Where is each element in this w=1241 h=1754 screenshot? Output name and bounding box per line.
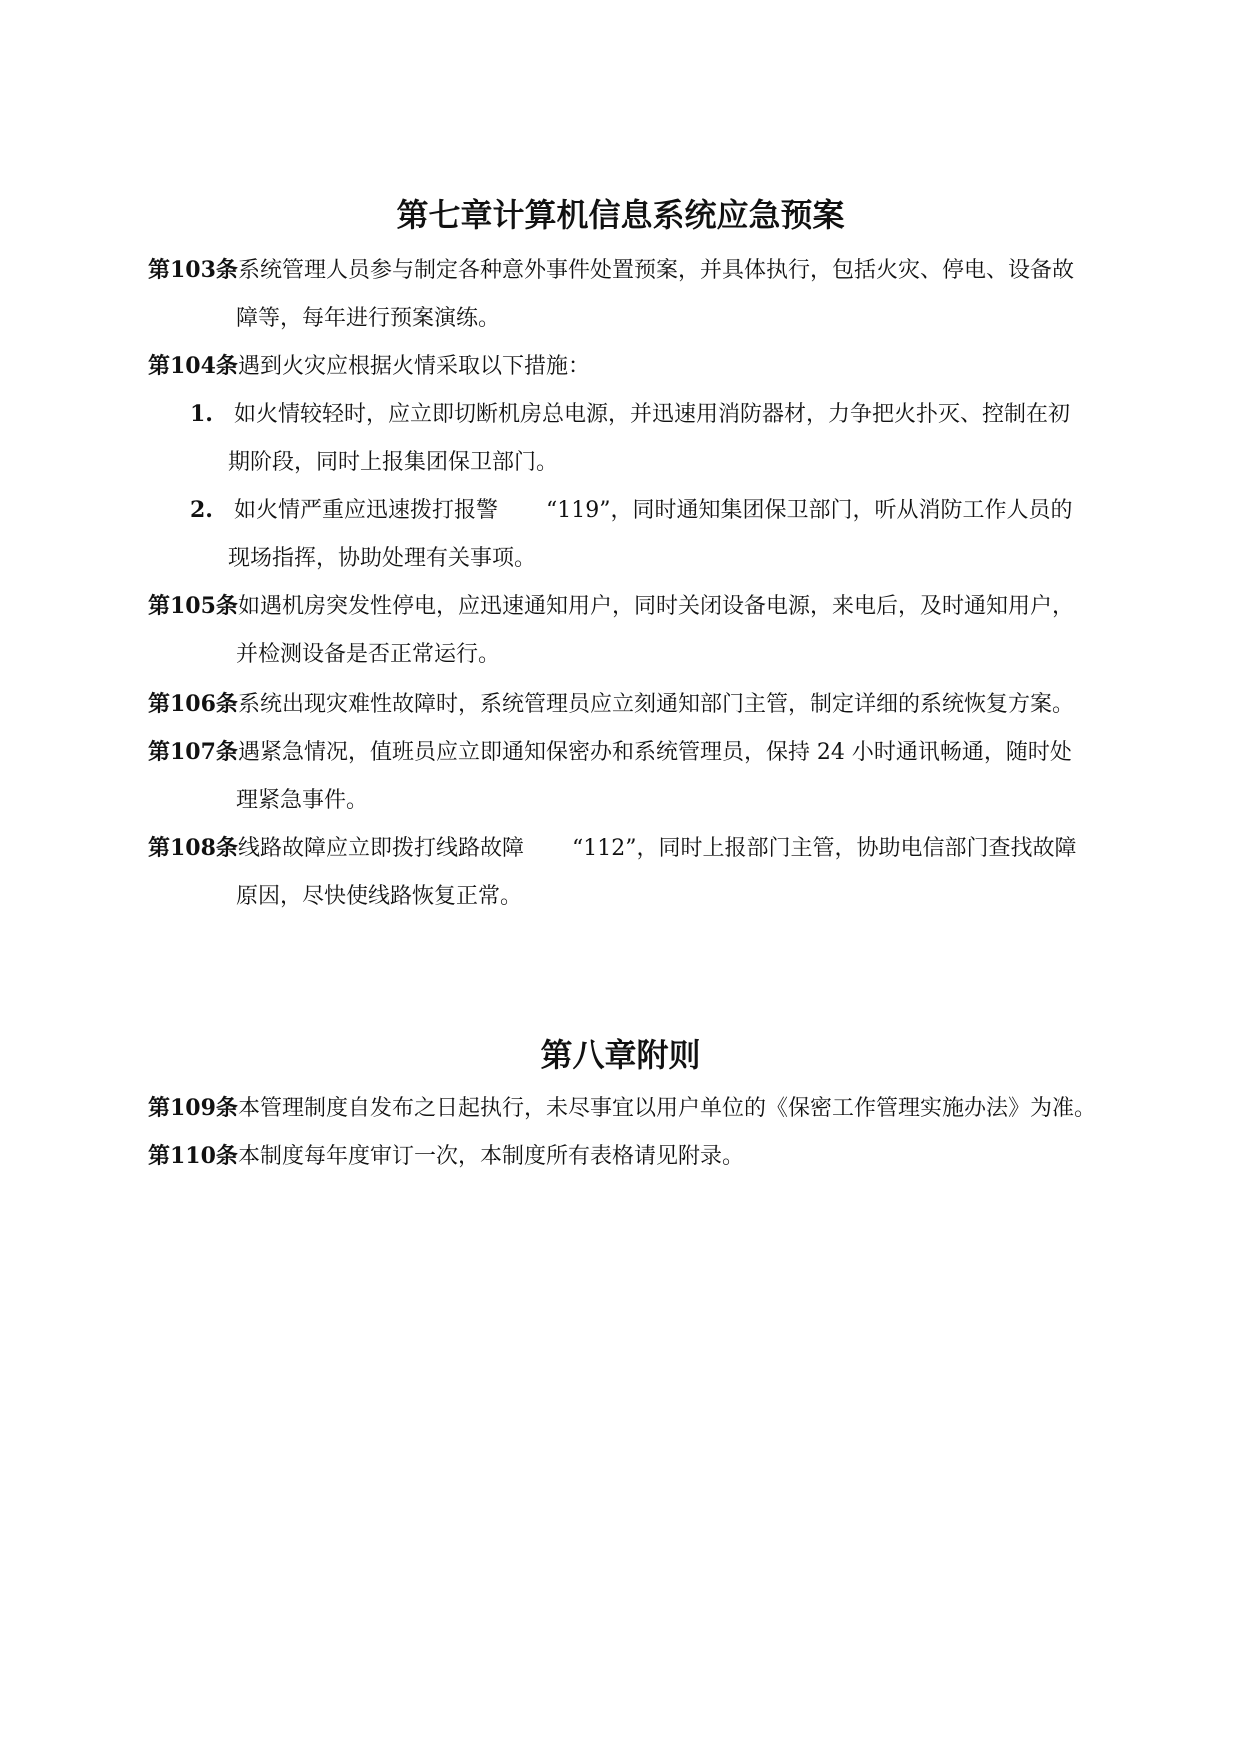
article-103-text-1: 系统管理人员参与制定各种意外事件处置预案，并具体执行，包括火灾、停电、设备故	[237, 258, 1074, 283]
measure-item-2-number: 2.	[190, 497, 213, 523]
article-104-text-1: 遇到火灾应根据火情采取以下措施：	[237, 354, 590, 379]
measure-item-1	[190, 390, 1180, 487]
article-107-label: 第107条	[148, 739, 238, 765]
article-110-text-1: 本制度每年度审订一次，本制度所有表格请见附录。	[237, 1144, 744, 1169]
measure-item-2-text-1b: “119”，同时通知集团保卫部门，听从消防工作人员的	[546, 498, 1073, 523]
article-103-text-2: 障等，每年进行预案演练。	[236, 306, 501, 331]
article-107-text-2: 理紧急事件。	[236, 788, 369, 813]
article-105-text-2: 并检测设备是否正常运行。	[236, 642, 501, 667]
article-106	[148, 680, 1178, 729]
article-103-label: 第103条	[148, 257, 238, 283]
article-104-label: 第104条	[148, 353, 238, 379]
article-106-label: 第106条	[148, 691, 238, 717]
measure-item-2-text-2: 现场指挥，协助处理有关事项。	[228, 546, 537, 571]
article-105	[148, 582, 1178, 679]
measure-item-1-text-2: 期阶段，同时上报集团保卫部门。	[228, 450, 559, 475]
article-105-label: 第105条	[148, 593, 238, 619]
article-103	[148, 246, 1178, 343]
measure-item-1-number: 1.	[190, 401, 213, 427]
article-108-text-1b: “112”，同时上报部门主管，协助电信部门查找故障	[571, 836, 1077, 861]
article-109-text-1: 本管理制度自发布之日起执行，未尽事宜以用户单位的《保密工作管理实施办法》为准。	[237, 1096, 1096, 1121]
article-104	[148, 342, 1178, 391]
article-109	[148, 1084, 1178, 1133]
article-108-text-2: 原因，尽快使线路恢复正常。	[236, 884, 523, 909]
article-107-text-1: 遇紧急情况，值班员应立即通知保密办和系统管理员，保持 24 小时通讯畅通，随时处	[237, 740, 1072, 765]
article-107	[148, 728, 1178, 825]
measure-item-2	[190, 486, 1180, 583]
article-110-label: 第110条	[148, 1143, 238, 1169]
article-108	[148, 824, 1178, 921]
article-105-text-1: 如遇机房突发性停电，应迅速通知用户，同时关闭设备电源，来电后，及时通知用户，	[237, 594, 1074, 619]
measure-item-1-text-1: 如火情较轻时，应立即切断机房总电源，并迅速用消防器材，力争把火扑灭、控制在初	[234, 402, 1071, 427]
chapter-7-title: 第七章计算机信息系统应急预案	[396, 196, 845, 234]
article-110	[148, 1132, 1178, 1181]
article-108-label: 第108条	[148, 835, 238, 861]
article-106-text-1: 系统出现灾难性故障时，系统管理员应立刻通知部门主管，制定详细的系统恢复方案。	[237, 692, 1074, 717]
article-109-label: 第109条	[148, 1095, 238, 1121]
article-108-text-1a: 线路故障应立即拨打线路故障	[237, 836, 524, 861]
chapter-8-title: 第八章附则	[540, 1036, 701, 1074]
measure-item-2-text-1a: 如火情严重应迅速拨打报警	[234, 498, 499, 523]
